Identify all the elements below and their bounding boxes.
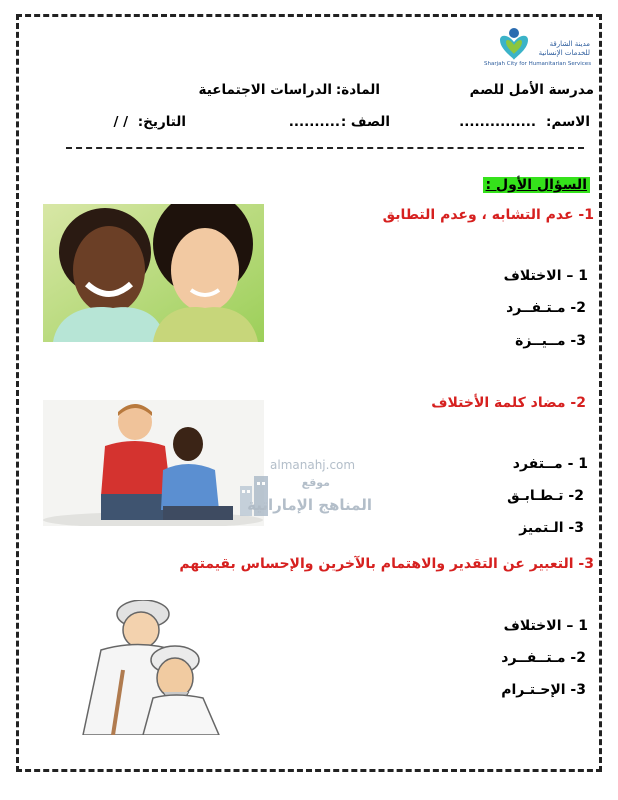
question-2-prompt: 2- مضاد كلمة الأختلاف <box>431 395 586 411</box>
photo-helping-elderly <box>43 600 264 735</box>
question-1-option-1[interactable]: 1 – الاختلاف <box>503 268 588 284</box>
question-3-option-2[interactable]: 2- مـتــفــرد <box>501 650 586 666</box>
logo-line-1: مدينة الشارقة <box>549 40 590 48</box>
heart-logo-icon <box>494 24 534 64</box>
question-3-prompt: 3- التعبير عن التقدير والاهتمام بالآخرين والإحساس بقيمتهم <box>179 556 594 572</box>
grade-label: الصف : <box>340 114 390 130</box>
logo-line-3: Sharjah City for Humanitarian Services <box>484 61 592 67</box>
watermark-site: almanahj.com <box>270 458 356 472</box>
question-1-option-2[interactable]: 2- مـتـفــرد <box>506 300 586 316</box>
question-3-option-1[interactable]: 1 – الاختلاف <box>503 618 588 634</box>
question-2-option-2[interactable]: 2- تـطـابـق <box>507 488 584 504</box>
question-3-option-3[interactable]: 3- الإحـتـرام <box>501 682 586 698</box>
question-1-option-3[interactable]: 3- مــيــزة <box>515 333 586 349</box>
watermark-logo <box>238 470 374 524</box>
name-label: الاسم: <box>546 114 590 130</box>
organization-logo <box>484 24 592 68</box>
section-title-text: السؤال الأول : <box>483 177 590 193</box>
watermark-brand-2: المناهج الإماراتية <box>247 496 372 514</box>
photo-two-boys <box>43 400 264 526</box>
date-blank[interactable]: / / <box>113 114 128 130</box>
date-label: التاريخ: <box>137 114 186 130</box>
question-2-option-3[interactable]: 3- الـتميز <box>519 520 584 536</box>
section-title <box>483 174 590 193</box>
school-name: مدرسة الأمل للصم <box>469 82 594 98</box>
logo-line-2: للخدمات الإنسانية <box>538 49 590 57</box>
question-2-option-1[interactable]: 1 - مــتفرد <box>512 456 588 472</box>
header-separator <box>66 147 584 149</box>
photo-two-girls <box>43 204 264 342</box>
name-blank[interactable]: ............... <box>459 114 536 130</box>
subject-value: الدراسات الاجتماعية <box>198 82 332 98</box>
grade-blank[interactable]: .......... <box>288 114 340 130</box>
question-1-prompt: 1- عدم التشابه ، وعدم التطابق <box>382 207 594 223</box>
subject-label: المادة: <box>335 82 380 98</box>
watermark-brand-1: موقع <box>301 476 330 489</box>
